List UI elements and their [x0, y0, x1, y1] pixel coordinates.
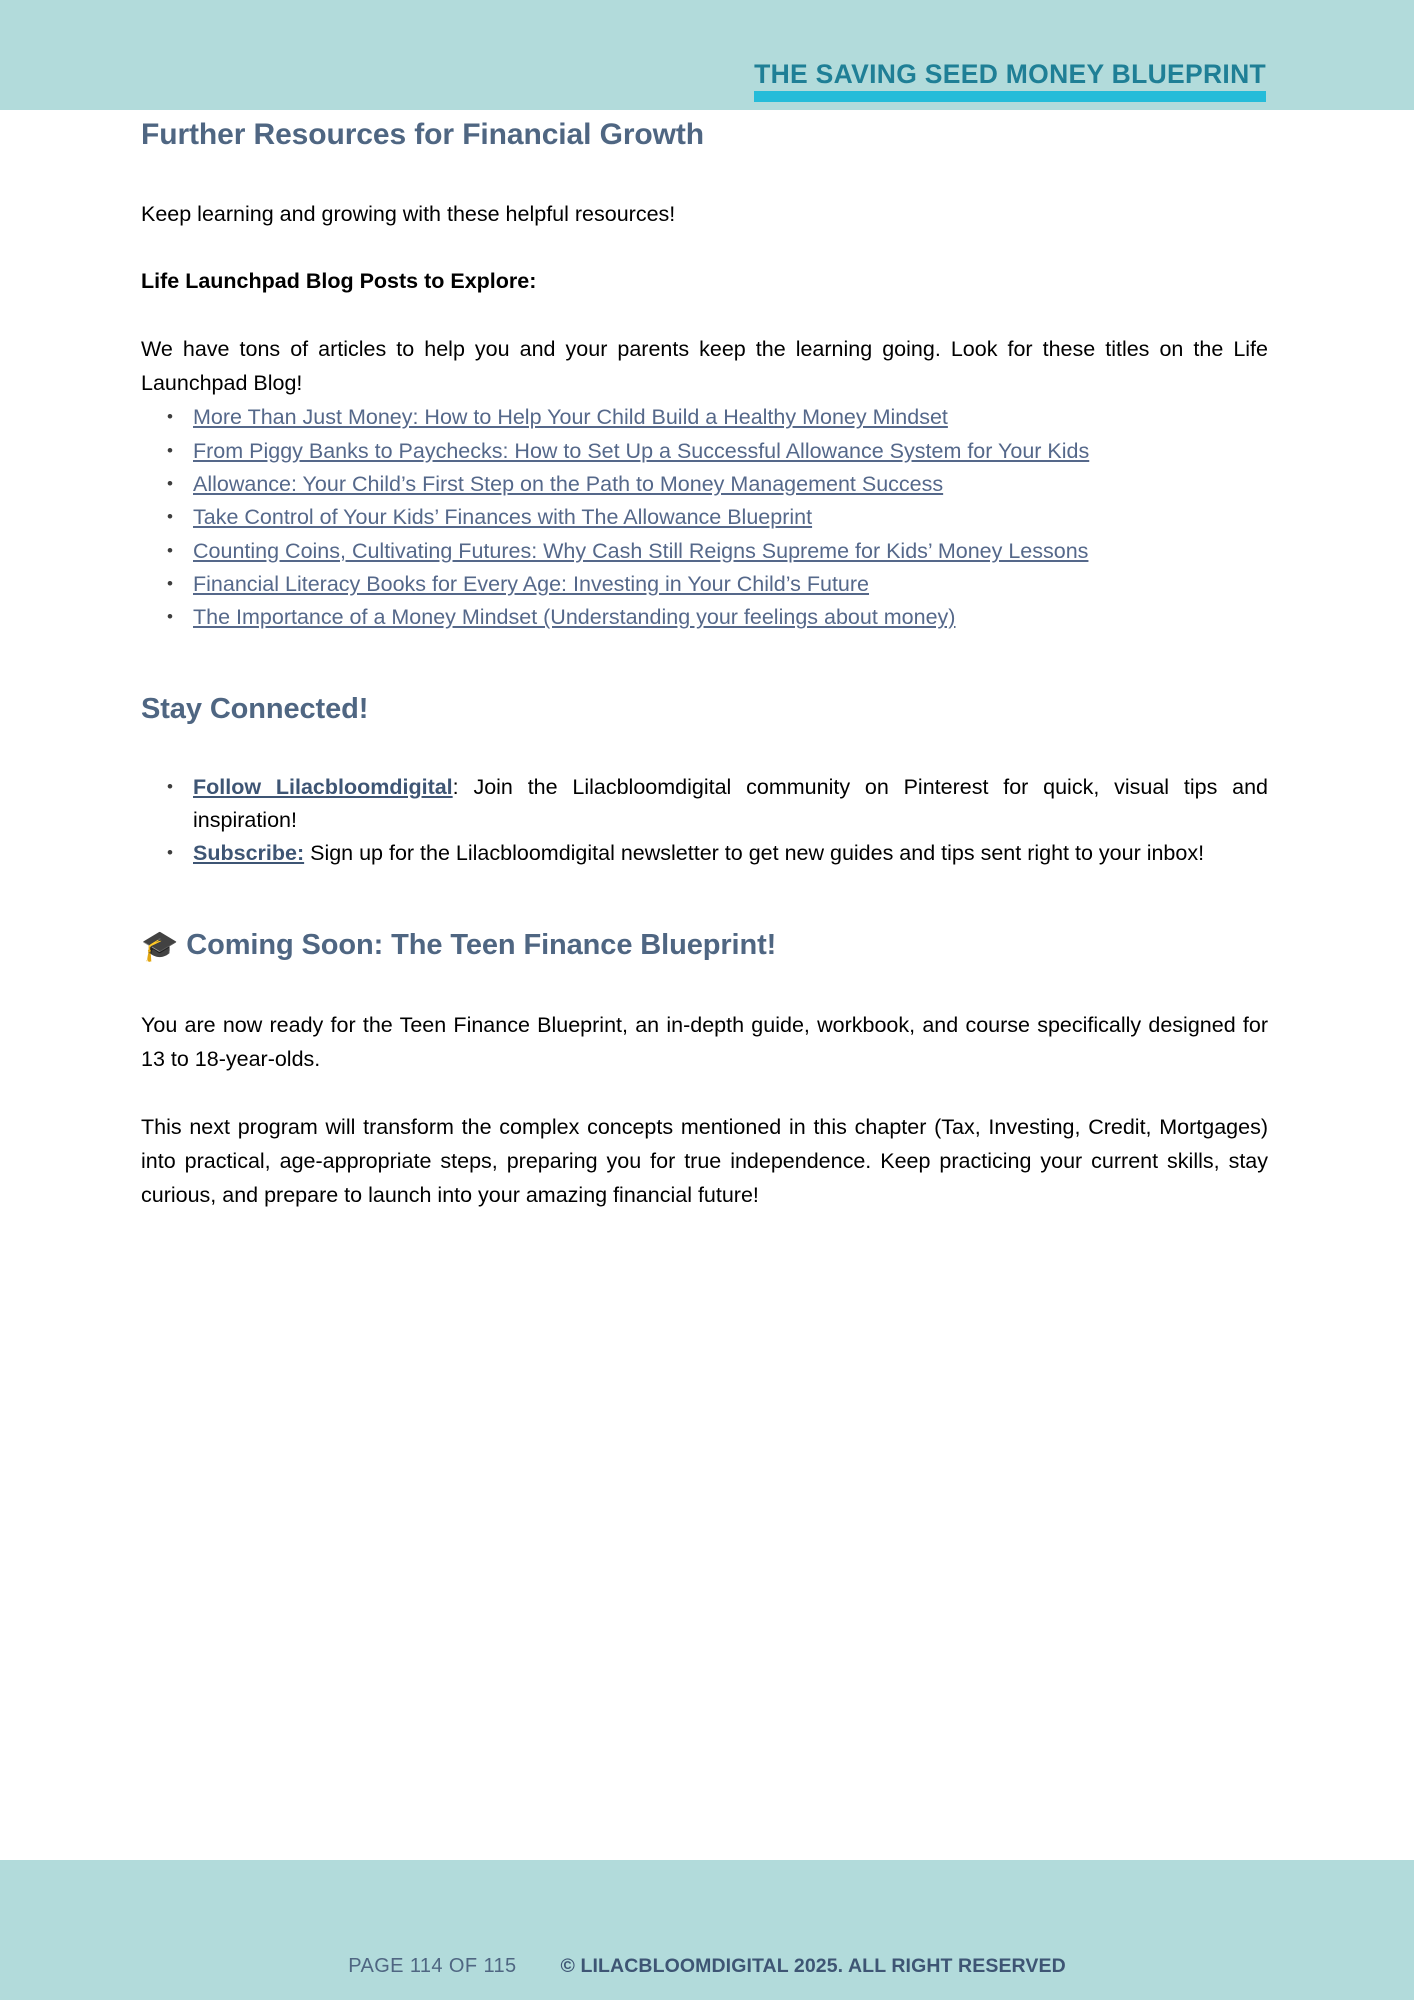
blog-link[interactable]: From Piggy Banks to Paychecks: How to Set Up a Successful Allowance System for Your Kids	[193, 438, 1090, 463]
header-title: THE SAVING SEED MONEY BLUEPRINT	[754, 58, 1266, 89]
page-number-label: PAGE 114 OF 115	[348, 1955, 517, 1977]
follow-link[interactable]: Follow Lilacbloomdigital	[193, 774, 453, 799]
spacer	[141, 635, 1268, 691]
blog-links-list	[141, 401, 1268, 634]
list-item	[193, 535, 1268, 568]
spacer	[141, 727, 1268, 771]
graduation-cap-icon: 🎓	[141, 929, 179, 963]
footer-content	[0, 1955, 1414, 1978]
list-item	[193, 501, 1268, 534]
blog-link[interactable]: More Than Just Money: How to Help Your Child Build a Healthy Money Mindset	[193, 405, 948, 430]
blog-intro-paragraph: We have tons of articles to help you and your parents keep the learning going. Look for these titles on the Life Launchpad Blog!	[141, 337, 1268, 396]
spacer	[141, 965, 1268, 1009]
blog-link[interactable]: Allowance: Your Child’s First Step on the Path to Money Management Success	[193, 472, 944, 496]
page-title: Further Resources for Financial Growth	[141, 118, 704, 151]
blog-link[interactable]: The Importance of a Money Mindset (Understanding your feelings about money)	[193, 605, 956, 630]
coming-soon-paragraph-1: You are now ready for the Teen Finance Blueprint, an in-depth guide, workbook, and course specifically designed for 13 to 18-year-olds.	[141, 1013, 1268, 1072]
follow-description: : Join the Lilacbloomdigital community on Pinterest for quick, visual tips and inspiration!	[193, 774, 1268, 833]
list-item	[193, 601, 1268, 634]
stay-connected-list	[141, 771, 1268, 871]
list-item	[193, 435, 1268, 468]
list-item	[193, 568, 1268, 601]
document-content	[141, 110, 1268, 1213]
list-item	[193, 837, 1268, 870]
page-footer-band	[0, 1860, 1414, 2000]
subscribe-description: Sign up for the Lilacbloomdigital newsletter to get new guides and tips sent right to your inbox!	[304, 841, 1205, 866]
intro-paragraph: Keep learning and growing with these helpful resources!	[141, 201, 676, 226]
header-title-container	[754, 58, 1266, 103]
page-header-band	[0, 0, 1414, 110]
spacer	[141, 1077, 1268, 1111]
copyright-notice: © LILACBLOOMDIGITAL 2025. ALL RIGHT RESERVED	[560, 1955, 1066, 1977]
header-accent-bar	[754, 91, 1266, 102]
blog-link[interactable]: Take Control of Your Kids’ Finances with The Allowance Blueprint	[193, 505, 813, 530]
list-item	[193, 468, 1268, 501]
spacer	[141, 231, 1268, 265]
list-item	[193, 401, 1268, 434]
list-item	[193, 771, 1268, 838]
blog-link[interactable]: Financial Literacy Books for Every Age: Investing in Your Child’s Future	[193, 571, 870, 596]
coming-soon-heading	[141, 927, 1268, 966]
coming-soon-paragraph-2: This next program will transform the complex concepts mentioned in this chapter (Tax, Investing, Credit, Mortgages) into practical, age-appropriate steps, preparing you for true independence. Keep practicing your current skills, stay curious, and prepare to launch into your amazing financial future!	[141, 1115, 1268, 1208]
blog-section-lead: Life Launchpad Blog Posts to Explore:	[141, 269, 537, 294]
spacer	[141, 154, 1268, 198]
subscribe-link[interactable]: Subscribe:	[193, 841, 305, 866]
spacer	[141, 299, 1268, 333]
blog-link[interactable]: Counting Coins, Cultivating Futures: Why Cash Still Reigns Supreme for Kids’ Money Lessons	[193, 538, 1089, 563]
stay-connected-heading: Stay Connected!	[141, 692, 369, 725]
spacer	[141, 871, 1268, 927]
coming-soon-heading-text: Coming Soon: The Teen Finance Blueprint!	[186, 928, 777, 961]
